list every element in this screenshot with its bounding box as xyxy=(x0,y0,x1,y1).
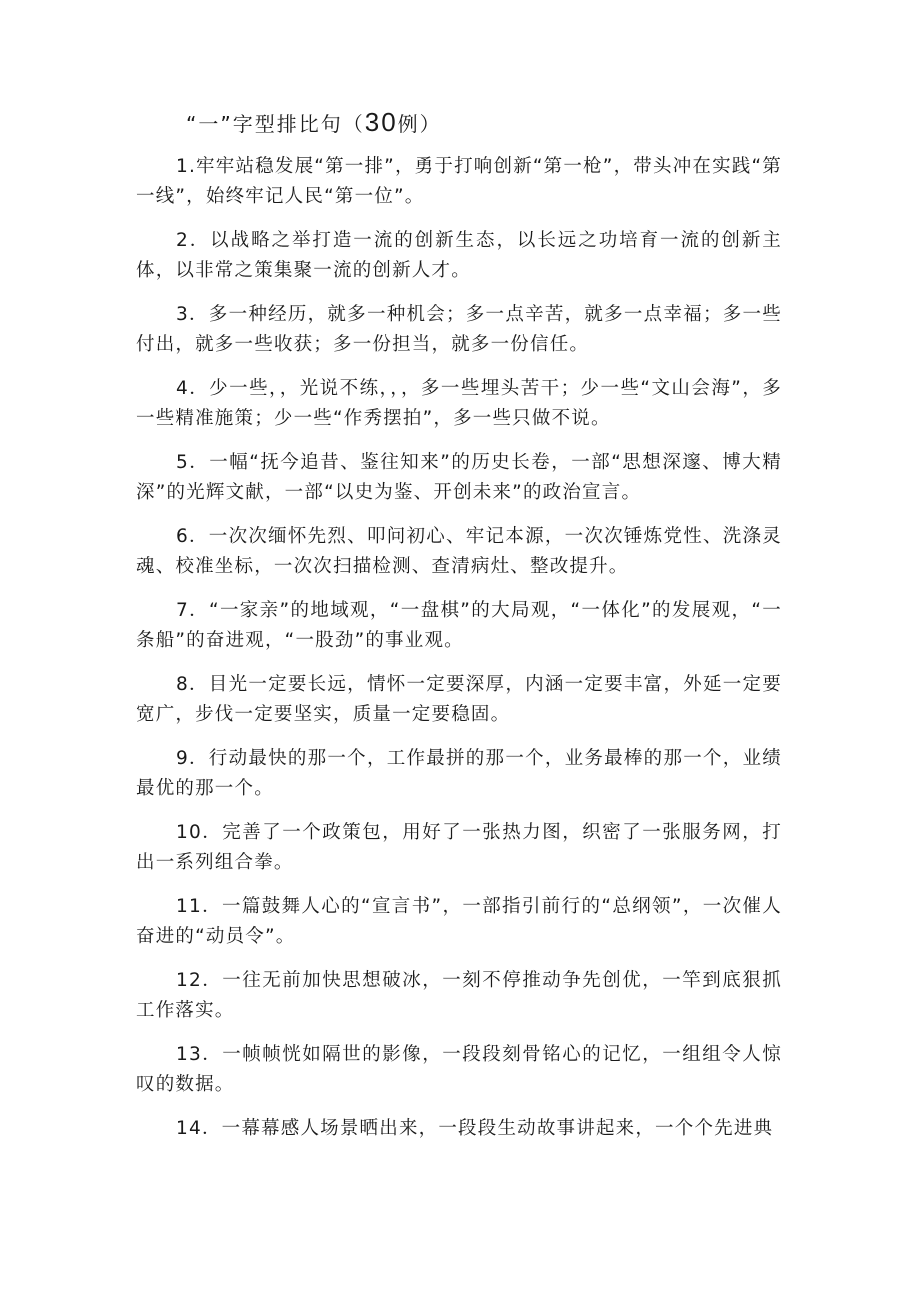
title-prefix: “一”字型排比句（ xyxy=(186,112,365,136)
list-item: 8．目光一定要长远，情怀一定要深厚，内涵一定要丰富，外延一定要宽广，步伐一定要坚实，质量一定要稳固。 xyxy=(136,674,782,725)
list-item: 5．一幅“抚今追昔、鉴往知来”的历史长卷，一部“思想深邃、博大精深”的光辉文献，一部“以史为鉴、开创未来”的政治宣言。 xyxy=(136,452,782,503)
title-number: 30 xyxy=(364,107,398,137)
list-item: 4．少一些，，光说不练，，，多一些埋头苦干；少一些“文山会海”，多一些精准施策；少一些“作秀摆拍”，多一些只做不说。 xyxy=(136,378,782,429)
item-list xyxy=(136,152,782,1158)
list-item: 2．以战略之举打造一流的创新生态，以长远之功培育一流的创新主体，以非常之策集聚一流的创新人才。 xyxy=(136,230,782,281)
list-item: 7．“一家亲”的地域观，“一盘棋”的大局观，“一体化”的发展观，“一条船”的奋进观，“一股劲”的事业观。 xyxy=(136,600,782,651)
list-item: 9．行动最快的那一个，工作最拼的那一个，业务最棒的那一个，业绩最优的那一个。 xyxy=(136,748,782,799)
title-suffix: 例） xyxy=(397,112,442,136)
list-item: 11．一篇鼓舞人心的“宣言书”，一部指引前行的“总纲领”，一次催人奋进的“动员令”。 xyxy=(136,896,782,947)
list-item: 13．一帧帧恍如隔世的影像，一段段刻骨铭心的记忆，一组组令人惊叹的数据。 xyxy=(136,1044,782,1095)
list-item: 14．一幕幕感人场景晒出来，一段段生动故事讲起来，一个个先进典 xyxy=(176,1118,774,1139)
list-item: 1.牢牢站稳发展“第一排”，勇于打响创新“第一枪”，带头冲在实践“第一线”，始终牢记人民“第一位”。 xyxy=(136,156,782,207)
list-item: 6．一次次缅怀先烈、叩问初心、牢记本源，一次次锤炼党性、洗涤灵魂、校准坐标，一次次扫描检测、查清病灶、整改提升。 xyxy=(136,526,782,577)
list-item: 12．一往无前加快思想破冰，一刻不停推动争先创优，一竿到底狠抓工作落实。 xyxy=(136,970,782,1021)
list-item: 3．多一种经历，就多一种机会；多一点辛苦，就多一点幸福；多一些付出，就多一些收获；多一份担当，就多一份信任。 xyxy=(136,304,782,355)
page-title xyxy=(186,104,442,142)
list-item: 10．完善了一个政策包，用好了一张热力图，织密了一张服务网，打出一系列组合拳。 xyxy=(136,822,782,873)
